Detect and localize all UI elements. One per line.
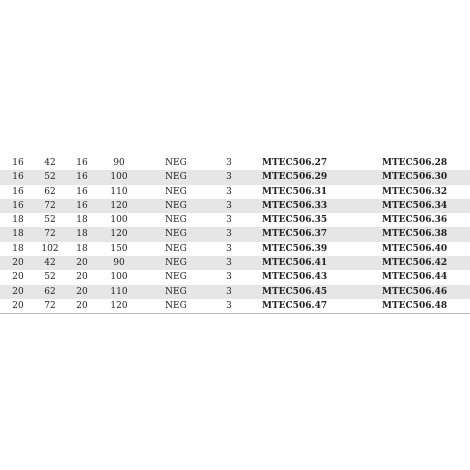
table-cell: 16 xyxy=(76,158,88,168)
part-code-cell: MTEC506.29 xyxy=(262,172,328,183)
part-code-cell: MTEC506.31 xyxy=(262,186,328,197)
table-cell: NEG xyxy=(165,172,187,183)
part-code-cell: MTEC506.39 xyxy=(262,243,328,254)
table-cell: 20 xyxy=(76,286,88,297)
table-cell: 18 xyxy=(76,215,88,226)
table-cell: 16 xyxy=(12,200,24,211)
part-code-cell: MTEC506.40 xyxy=(382,243,448,254)
part-code-cell: MTEC506.42 xyxy=(382,258,448,269)
table-cell: 18 xyxy=(12,243,24,254)
table-cell: NEG xyxy=(165,272,187,283)
table-cell: 3 xyxy=(226,286,232,297)
table-row xyxy=(0,199,470,213)
table-cell: 90 xyxy=(113,258,125,269)
table-row xyxy=(0,242,470,256)
part-code-cell: MTEC506.47 xyxy=(262,300,328,311)
table-cell: 120 xyxy=(110,300,128,311)
table-cell: 120 xyxy=(110,200,128,211)
table-cell: NEG xyxy=(165,300,187,311)
table-row xyxy=(0,285,470,299)
table-cell: 3 xyxy=(226,272,232,283)
part-code-cell: MTEC506.38 xyxy=(382,229,448,240)
table-row xyxy=(0,213,470,227)
part-code-cell: MTEC506.35 xyxy=(262,215,328,226)
table-cell: 42 xyxy=(44,258,56,269)
table-cell: 16 xyxy=(76,186,88,197)
table-cell: 16 xyxy=(12,186,24,197)
table-cell: NEG xyxy=(165,158,187,168)
part-code-cell: MTEC506.41 xyxy=(262,258,328,269)
table-row xyxy=(0,299,470,313)
table-cell: 18 xyxy=(12,229,24,240)
table-cell: 16 xyxy=(12,172,24,183)
table-row xyxy=(0,156,470,170)
table-cell: 52 xyxy=(44,215,56,226)
table-cell: 100 xyxy=(110,272,128,283)
table-cell: 3 xyxy=(226,229,232,240)
table-cell: 150 xyxy=(110,243,128,254)
table-cell: 3 xyxy=(226,186,232,197)
part-code-cell: MTEC506.44 xyxy=(382,272,448,283)
part-code-cell: MTEC506.48 xyxy=(382,300,448,311)
table-cell: NEG xyxy=(165,243,187,254)
part-code-cell: MTEC506.30 xyxy=(382,172,448,183)
table-cell: 20 xyxy=(12,300,24,311)
table-cell: 20 xyxy=(76,300,88,311)
part-code-cell: MTEC506.33 xyxy=(262,200,328,211)
table-cell: 3 xyxy=(226,300,232,311)
table-row xyxy=(0,170,470,184)
table-cell: 52 xyxy=(44,272,56,283)
table-cell: 18 xyxy=(76,243,88,254)
table-cell: NEG xyxy=(165,258,187,269)
table-cell: 3 xyxy=(226,200,232,211)
part-code-cell: MTEC506.36 xyxy=(382,215,448,226)
table-cell: 20 xyxy=(76,272,88,283)
table-cell: 16 xyxy=(76,200,88,211)
table-cell: 18 xyxy=(76,229,88,240)
table-cell: 3 xyxy=(226,258,232,269)
table-cell: 102 xyxy=(41,243,59,254)
part-code-cell: MTEC506.32 xyxy=(382,186,448,197)
table-cell: 72 xyxy=(44,300,56,311)
table-cell: 52 xyxy=(44,172,56,183)
table-cell: NEG xyxy=(165,229,187,240)
table-cell: 110 xyxy=(110,286,128,297)
table-row xyxy=(0,256,470,270)
table-cell: 3 xyxy=(226,243,232,254)
table-cell: 3 xyxy=(226,158,232,168)
table-cell: 20 xyxy=(12,272,24,283)
table-cell: 90 xyxy=(113,158,125,168)
part-code-cell: MTEC506.45 xyxy=(262,286,328,297)
table-cell: 62 xyxy=(44,186,56,197)
part-code-cell: MTEC506.37 xyxy=(262,229,328,240)
part-code-cell: MTEC506.46 xyxy=(382,286,448,297)
table-cell: 100 xyxy=(110,215,128,226)
table-cell: NEG xyxy=(165,186,187,197)
table-row xyxy=(0,185,470,199)
table-cell: 72 xyxy=(44,229,56,240)
table-cell: NEG xyxy=(165,200,187,211)
table-cell: 110 xyxy=(110,186,128,197)
part-code-cell: MTEC506.34 xyxy=(382,200,448,211)
table-cell: NEG xyxy=(165,215,187,226)
table-cell: 42 xyxy=(44,158,56,168)
table-row xyxy=(0,270,470,284)
part-code-cell: MTEC506.28 xyxy=(382,158,448,168)
table-cell: 16 xyxy=(12,158,24,168)
table-cell: 62 xyxy=(44,286,56,297)
table-cell: 18 xyxy=(12,215,24,226)
table-cell: 100 xyxy=(110,172,128,183)
table-cell: 3 xyxy=(226,215,232,226)
table-cell: 3 xyxy=(226,172,232,183)
table-row xyxy=(0,227,470,241)
table-cell: 20 xyxy=(12,258,24,269)
product-table xyxy=(0,156,470,314)
part-code-cell: MTEC506.43 xyxy=(262,272,328,283)
table-cell: 20 xyxy=(12,286,24,297)
table-cell: 120 xyxy=(110,229,128,240)
table-cell: 20 xyxy=(76,258,88,269)
table-cell: 16 xyxy=(76,172,88,183)
table-cell: 72 xyxy=(44,200,56,211)
table-cell: NEG xyxy=(165,286,187,297)
part-code-cell: MTEC506.27 xyxy=(262,158,328,168)
